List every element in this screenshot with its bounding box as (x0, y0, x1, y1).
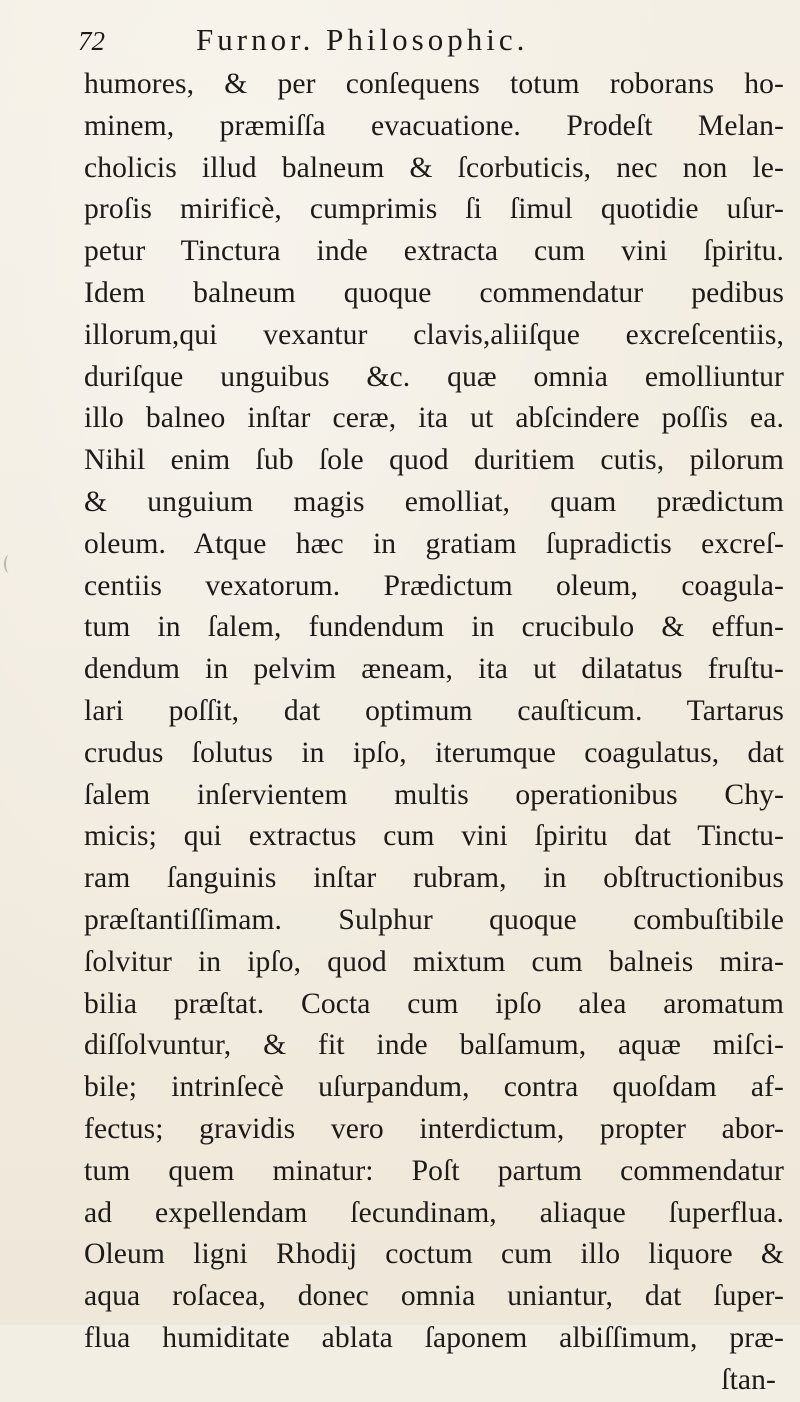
text-line: tum quem minatur: Poſt partum commendatur (84, 1154, 784, 1187)
text-line: bile; intrinſecè uſurpandum, contra quoſdam af- (84, 1071, 784, 1104)
text-line: diſſolvuntur, & fit inde balſamum, aquæ miſci- (84, 1029, 784, 1062)
text-line: fectus; gravidis vero interdictum, propter abor- (84, 1112, 784, 1145)
text-line: illorum,qui vexantur clavis,aliiſque excreſcentiis, (84, 318, 784, 351)
text-line: oleum. Atque hæc in gratiam ſupradictis excreſ- (84, 527, 784, 560)
margin-mark (4, 555, 14, 573)
text-line: aqua roſacea, donec omnia uniantur, dat ſuper- (84, 1280, 784, 1313)
text-line: Idem balneum quoque commendatur pedibus (84, 276, 784, 309)
body-text (84, 64, 784, 1402)
page-number: 72 (78, 26, 105, 56)
text-line: lari poſſit, dat optimum cauſticum. Tartarus (84, 694, 784, 727)
text-line: micis; qui extractus cum vini ſpiritu dat Tinctu- (84, 820, 784, 853)
text-line: tum in ſalem, fundendum in crucibulo & effun- (84, 611, 784, 644)
text-line: crudus ſolutus in ipſo, iterumque coagulatus, dat (84, 736, 784, 769)
catchword: ſtan- (721, 1363, 776, 1396)
text-line: minem, præmiſſa evacuatione. Prodeſt Melan- (84, 109, 784, 142)
text-line: petur Tinctura inde extracta cum vini ſpiritu. (84, 235, 784, 268)
text-line: Oleum ligni Rhodij coctum cum illo liquore & (84, 1238, 784, 1271)
text-line: ram ſanguinis inſtar rubram, in obſtructionibus (84, 862, 784, 895)
text-line: Nihil enim ſub ſole quod duritiem cutis, pilorum (84, 444, 784, 477)
text-line: illo balneo inſtar ceræ, ita ut abſcindere poſſis ea. (84, 402, 784, 435)
text-line: cholicis illud balneum & ſcorbuticis, nec non le- (84, 151, 784, 184)
text-line: duriſque unguibus &c. quæ omnia emolliuntur (84, 360, 784, 393)
text-line: dendum in pelvim æneam, ita ut dilatatus fruſtu- (84, 653, 784, 686)
text-line: præſtantiſſimam. Sulphur quoque combuſtibile (84, 903, 784, 936)
text-line: flua humiditate ablata ſaponem albiſſimum, præ- (84, 1321, 784, 1354)
page-header (78, 12, 758, 60)
text-line: ad expellendam ſecundinam, aliaque ſuperflua. (84, 1196, 784, 1229)
text-line: & unguium magis emolliat, quam prædictum (84, 485, 784, 518)
text-line: bilia præſtat. Cocta cum ipſo alea aromatum (84, 987, 784, 1020)
text-line: ſalem inſervientem multis operationibus Chy- (84, 778, 784, 811)
text-line: centiis vexatorum. Prædictum oleum, coagula- (84, 569, 784, 602)
text-line: humores, & per conſequens totum roborans ho- (84, 68, 784, 100)
text-line: ſolvitur in ipſo, quod mixtum cum balneis mira- (84, 945, 784, 978)
running-head: Furnor. Philosophic. (196, 22, 529, 57)
text-line: proſis mirificè, cumprimis ſi ſimul quotidie uſur- (84, 193, 784, 226)
